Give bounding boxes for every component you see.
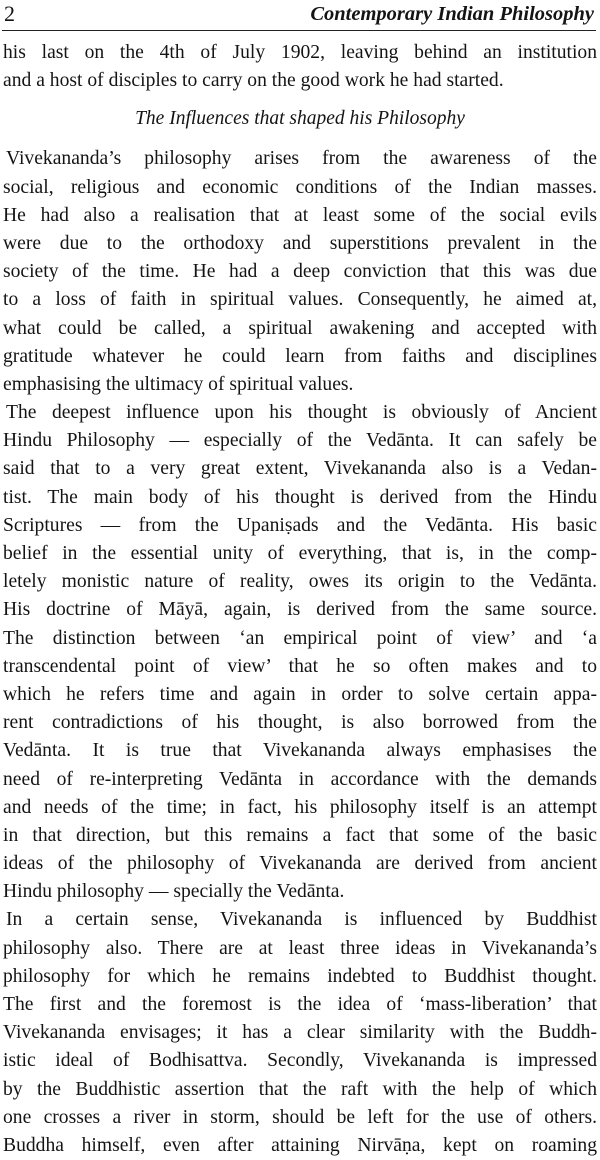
text-line: The deepest influence upon his thought is obviously of Ancient — [6, 402, 597, 424]
text-line: need of re-interpreting Vedānta in accordance with the demands — [3, 768, 597, 790]
text-line: transcendental point of view’ that he so often makes and to — [3, 655, 597, 677]
text-line: The distinction between ‘an empirical point of view’ and ‘a — [3, 627, 597, 649]
page-header — [2, 0, 596, 31]
text-line: philosophy for which he remains indebted to Buddhist thought. — [3, 965, 597, 987]
text-line: letely monistic nature of reality, owes its origin to the Vedānta. — [3, 571, 597, 593]
text-line: The first and the foremost is the idea of ‘mass-liberation’ that — [3, 994, 597, 1015]
text-line: ideas of the philosophy of Vivekananda are derived from ancient — [3, 853, 597, 875]
text-line: Hindu Philosophy — especially of the Vedānta. It can safely be — [3, 430, 597, 452]
text-line: tist. The main body of his thought is derived from the Hindu — [3, 486, 597, 508]
text-line: Buddha himself, even after attaining Nirvāṇa, kept on roaming — [3, 1134, 597, 1156]
text-line: gratitude whatever he could learn from faiths and disciplines — [3, 345, 597, 367]
text-line: and a host of disciples to carry on the good work he had started. — [3, 70, 504, 92]
page-number: 2 — [4, 1, 15, 26]
text-line: Hindu philosophy — specially the Vedānta. — [3, 881, 345, 903]
text-line: social, religious and economic conditions of the Indian masses. — [3, 176, 597, 198]
paragraph-buddhist-influence — [3, 906, 597, 1160]
text-line: emphasising the ultimacy of spiritual values. — [3, 373, 354, 395]
running-head: Contemporary Indian Philosophy — [310, 3, 594, 25]
text-line: what could be called, a spiritual awakening and accepted with — [3, 317, 597, 339]
paragraph-awareness — [3, 145, 597, 399]
paragraph-intro-continuation — [3, 39, 597, 95]
text-line: Vivekananda’s philosophy arises from the awareness of the — [6, 148, 597, 170]
text-line: Scriptures — from the Upaniṣads and the Vedānta. His basic — [3, 514, 597, 536]
text-line: Vivekananda envisages; it has a clear similarity with the Buddh- — [3, 1022, 597, 1044]
text-line: belief in the essential unity of everything, that is, in the comp- — [3, 543, 597, 564]
text-line: in that direction, but this remains a fact that some of the basic — [3, 824, 597, 846]
text-line: philosophy also. There are at least three ideas in Vivekananda’s — [3, 937, 597, 959]
body-text — [3, 39, 597, 1160]
text-line: one crosses a river in storm, should be left for the use of others. — [3, 1106, 597, 1128]
text-line: by the Buddhistic assertion that the raft with the help of which — [3, 1078, 597, 1100]
text-line: and needs of the time; in fact, his philosophy itself is an attempt — [3, 796, 597, 818]
text-line: said that to a very great extent, Vivekananda also is a Vedan- — [3, 458, 597, 480]
text-line: were due to the orthodoxy and superstitions prevalent in the — [3, 232, 597, 254]
section-heading: The Influences that shaped his Philosophy — [135, 108, 465, 130]
text-line: istic ideal of Bodhisattva. Secondly, Vivekananda is impressed — [3, 1050, 597, 1072]
text-line: society of the time. He had a deep conviction that this was due — [3, 261, 597, 283]
text-line: He had also a realisation that at least some of the social evils — [3, 204, 597, 226]
text-line: Vedānta. It is true that Vivekananda always emphasises the — [3, 740, 597, 762]
text-line: to a loss of faith in spiritual values. Consequently, he aimed at, — [3, 289, 597, 311]
text-line: His doctrine of Māyā, again, is derived from the same source. — [3, 599, 597, 621]
text-line: which he refers time and again in order to solve certain appa- — [3, 683, 597, 705]
paragraph-hindu-philosophy — [3, 399, 597, 906]
text-line: In a certain sense, Vivekananda is influenced by Buddhist — [6, 909, 597, 931]
text-line: his last on the 4th of July 1902, leaving behind an institution — [3, 42, 597, 63]
text-line: rent contradictions of his thought, is also borrowed from the — [3, 712, 597, 734]
